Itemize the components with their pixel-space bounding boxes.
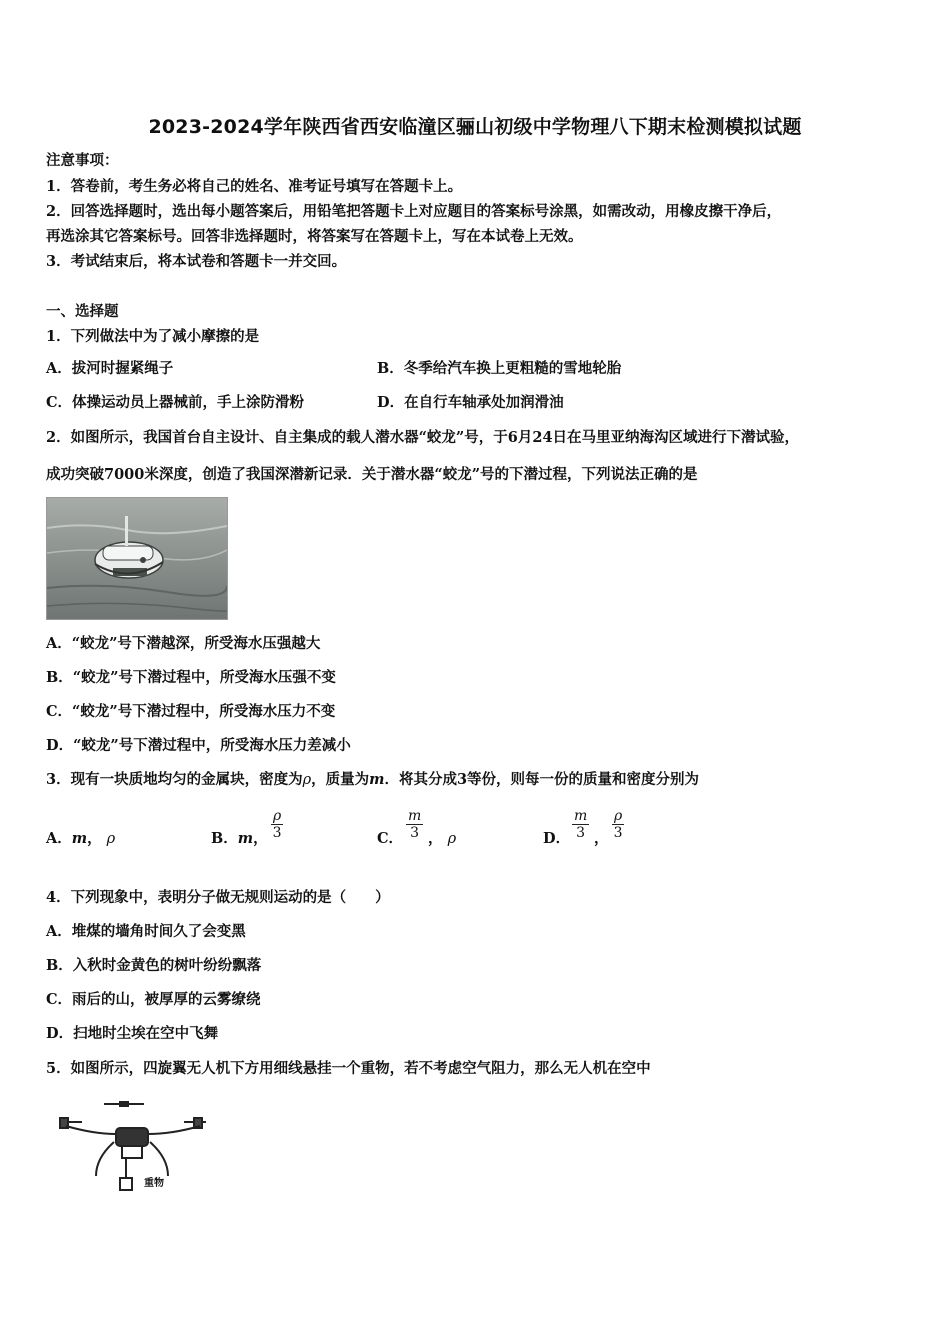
rho-symbol: ρ: [302, 772, 312, 788]
question-3-stem: 3．现有一块质地均匀的金属块，密度为ρ，质量为m．将其分成3等份，则每一份的质量和密度分别为: [46, 771, 700, 788]
question-4-option-d: D．扫地时尘埃在空中飞舞: [46, 1025, 219, 1042]
question-2-stem: 2．如图所示，我国首台自主设计、自主集成的载人潜水器“蛟龙”号，于6月24日在马里亚纳海沟区域进行下潜试验，: [46, 429, 800, 446]
page-title: 2023-2024学年陕西省西安临潼区骊山初级中学物理八下期末检测模拟试题: [148, 116, 802, 138]
question-1-option-d: D．在自行车轴承处加润滑油: [377, 394, 564, 411]
question-1-stem: 1．下列做法中为了减小摩擦的是: [46, 328, 260, 345]
question-4-option-a: A．堆煤的墙角时间久了会变黑: [46, 923, 246, 940]
option-d-comma: ，: [594, 830, 609, 847]
question-1-option-c: C．体操运动员上器械前，手上涂防滑粉: [46, 394, 305, 411]
question-4-stem: 4．下列现象中，表明分子做无规则运动的是（ ）: [46, 889, 390, 906]
notice-item: 3．考试结束后，将本试卷和答题卡一并交回。: [46, 253, 347, 270]
question-4-option-c: C．雨后的山，被厚厚的云雾缭绕: [46, 991, 261, 1008]
question-3-option-b: B．m，: [211, 830, 268, 847]
question-1-option-a: A．拔河时握紧绳子: [46, 360, 174, 377]
question-2-option-b: B．“蛟龙”号下潜过程中，所受海水压强不变: [46, 669, 336, 686]
option-c-rest: ， ρ: [428, 830, 457, 847]
question-5-stem: 5．如图所示，四旋翼无人机下方用细线悬挂一个重物，若不考虑空气阻力，那么无人机在空中: [46, 1060, 651, 1077]
question-4-option-b: B．入秋时金黄色的树叶纷纷飘落: [46, 957, 262, 974]
fraction-rho-over-3: $\frac{\rho}{3}$: [613, 808, 623, 841]
question-2-option-c: C．“蛟龙”号下潜过程中，所受海水压力不变: [46, 703, 336, 720]
submersible-photo: [46, 497, 228, 620]
notice-heading: 注意事项：: [46, 152, 119, 169]
submersible-illustration: [47, 498, 227, 619]
question-2-stem: 成功突破7000米深度，创造了我国深潜新记录．关于潜水器“蛟龙”号的下潜过程，下列说法正确的是: [46, 466, 698, 483]
notice-item: 1．答卷前，考生务必将自己的姓名、准考证号填写在答题卡上。: [46, 178, 463, 195]
notice-item: 2．回答选择题时，选出每小题答案后，用铅笔把答题卡上对应题目的答案标号涂黑，如需改动，用橡皮擦干净后，: [46, 203, 782, 220]
drone-illustration: [54, 1098, 214, 1194]
fraction-m-over-3: $\frac{m}{3}$: [574, 808, 588, 841]
question-1-option-b: B．冬季给汽车换上更粗糙的雪地轮胎: [377, 360, 622, 377]
question-2-option-d: D．“蛟龙”号下潜过程中，所受海水压力差减小: [46, 737, 351, 754]
fraction-rho-over-3: $\frac{\rho}{3}$: [272, 808, 282, 841]
section-heading: 一、选择题: [46, 303, 119, 320]
question-3-option-d: D．: [543, 830, 571, 847]
question-2-option-a: A．“蛟龙”号下潜越深，所受海水压强越大: [46, 635, 321, 652]
notice-item: 再选涂其它答案标号。回答非选择题时，将答案写在答题卡上，写在本试卷上无效。: [46, 228, 583, 245]
drone-figure: [54, 1098, 214, 1194]
question-3-option-c: C．: [377, 830, 404, 847]
fraction-m-over-3: $\frac{m}{3}$: [408, 808, 422, 841]
figure-label-weight: 重物: [144, 1178, 164, 1189]
mass-symbol: m: [369, 771, 385, 788]
question-3-option-a: A．m， ρ: [46, 830, 116, 847]
